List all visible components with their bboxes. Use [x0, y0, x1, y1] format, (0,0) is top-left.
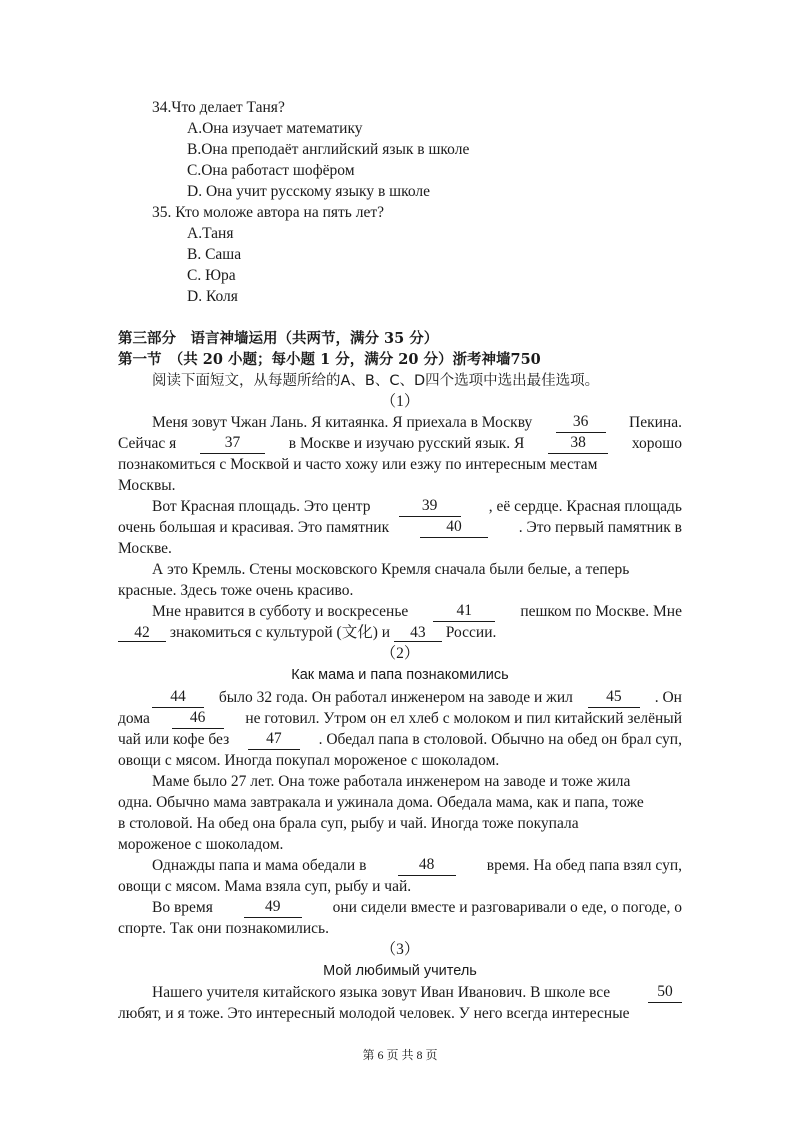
text2-number: （2） [380, 645, 420, 662]
text-span: Сейчас я [118, 435, 177, 452]
text2-line11 [152, 898, 682, 918]
text-span: одна. Обычно мама завтракала и ужинала дома. Обедала мама, как и папа, тоже [118, 794, 644, 811]
text-span: любят, и я тоже. Это интересный молодой человек. У него всегда интересные [118, 1005, 630, 1022]
text-span: Во время [152, 899, 213, 916]
text-span: познакомиться с Москвой и часто хожу или езжу по интересным местам [118, 456, 598, 473]
blank-44: 44 [152, 688, 204, 708]
text-span: Однажды папа и мама обедали в [152, 857, 367, 874]
text1-line9: красные. Здесь тоже очень красиво. [118, 582, 354, 599]
text-span: . Он [654, 689, 682, 706]
text3-title: Мой любимый учитель [323, 963, 477, 979]
text1-line2 [118, 434, 682, 454]
text2-title: Как мама и папа познакомились [291, 667, 509, 683]
text2-line5 [152, 772, 682, 792]
text-span: в столовой. На обед она брала суп, рыбу и чай. Иногда тоже покупала [118, 815, 579, 832]
text-span: Вот Красная площадь. Это центр [152, 498, 371, 515]
blank-46: 46 [172, 709, 224, 729]
text-span: Меня зовут Чжан Лань. Я китаянка. Я приехала в Москву [152, 414, 533, 431]
text2-line8: мороженое с шоколадом. [118, 836, 284, 853]
blank-39: 39 [399, 497, 461, 517]
blank-49: 49 [244, 898, 302, 918]
text3-line2 [118, 1004, 682, 1024]
text-span: России. [445, 624, 497, 641]
text-span: Пекина. [629, 414, 682, 431]
text2-line4: овощи с мясом. Иногда покупал мороженое с шоколадом. [118, 752, 500, 769]
text-span: . Это первый памятник в [518, 519, 682, 536]
text2-line1 [152, 688, 682, 708]
text-span: очень большая и красивая. Это памятник [118, 519, 390, 536]
text-span: не готовил. Утром он ел хлеб с молоком и пил китайский зелёный [245, 710, 682, 727]
blank-43: 43 [394, 624, 442, 642]
text1-line10 [152, 602, 682, 622]
text2-line3 [118, 730, 682, 750]
blank-42: 42 [118, 624, 166, 642]
text-span: Маме было 27 лет. Она тоже работала инженером на заводе и тоже жила [152, 773, 631, 790]
option-35-b: B. Саша [187, 246, 242, 263]
text2-line7 [118, 814, 682, 834]
option-35-c: C. Юра [187, 267, 236, 284]
question-34: 34.Что делает Таня? [152, 99, 285, 116]
text2-line6 [118, 793, 682, 813]
text2-line9 [152, 856, 682, 876]
text-span: было 32 года. Он работал инженером на заводе и жил [218, 689, 573, 706]
text-span: А это Кремль. Стены московского Кремля сначала были белые, а теперь [152, 561, 630, 578]
blank-47: 47 [248, 730, 300, 750]
text-span: . Обедал папа в столовой. Обычно на обед он брал суп, [318, 731, 682, 748]
option-34-a: A.Она изучает математику [187, 120, 363, 137]
option-34-c: C.Она работаст шофёром [187, 162, 355, 179]
text-span: время. На обед папа взял суп, [486, 857, 682, 874]
text1-line8 [152, 560, 682, 580]
question-35: 35. Кто моложе автора на пять лет? [152, 204, 385, 221]
blank-48: 48 [398, 856, 456, 876]
option-35-d: D. Коля [187, 288, 238, 305]
text1-number: （1） [380, 393, 420, 410]
blank-40: 40 [420, 518, 488, 538]
option-34-d: D. Она учит русскому языку в школе [187, 183, 430, 200]
part3-heading: 第三部分 语言神墙运用（共两节，满分 35 分） [118, 330, 439, 347]
instruction: 阅读下面短文，从每题所给的A、B、C、D四个选项中选出最佳选项。 [152, 373, 600, 389]
text1-line1 [152, 413, 682, 433]
blank-50: 50 [648, 983, 682, 1003]
text-span: пешком по Москве. Мне [520, 603, 682, 620]
text-span: Нашего учителя китайского языка зовут Иван Иванович. В школе все [152, 984, 611, 1001]
blank-37: 37 [200, 434, 265, 454]
text1-line3 [118, 455, 682, 475]
text-span: Мне нравится в субботу и воскресенье [152, 603, 409, 620]
text2-line10: овощи с мясом. Мама взяла суп, рыбу и чай. [118, 878, 412, 895]
text-span: в Москве и изучаю русский язык. Я [288, 435, 525, 452]
page-footer: 第 6 页 共 8 页 [362, 1048, 438, 1062]
section1-heading: 第一节 （共 20 小题；每小题 1 分，满分 20 分）浙考神墙750 [118, 351, 541, 368]
text2-line12: спорте. Так они познакомились. [118, 920, 329, 937]
text1-line4: Москвы. [118, 477, 176, 494]
option-34-b: B.Она преподаёт английский язык в школе [187, 141, 470, 158]
blank-36: 36 [556, 413, 606, 433]
blank-41: 41 [433, 602, 495, 622]
text3-number: （3） [380, 941, 420, 958]
text-span: хорошо [631, 435, 682, 452]
text-span: дома [118, 710, 150, 727]
option-35-a: A.Таня [187, 225, 234, 242]
text-span: знакомиться с культурой (文化) и [169, 624, 391, 641]
text3-line1 [152, 983, 682, 1003]
text1-line7: Москве. [118, 540, 172, 557]
text-span: , её сердце. Красная площадь [488, 498, 682, 515]
text1-line5 [152, 497, 682, 517]
text2-line2 [118, 709, 682, 729]
text-span: они сидели вместе и разговаривали о еде, о погоде, о [332, 899, 682, 916]
text-span: чай или кофе без [118, 731, 230, 748]
blank-45: 45 [588, 688, 640, 708]
text1-line11 [118, 623, 496, 643]
text1-line6 [118, 518, 682, 538]
blank-38: 38 [548, 434, 608, 454]
